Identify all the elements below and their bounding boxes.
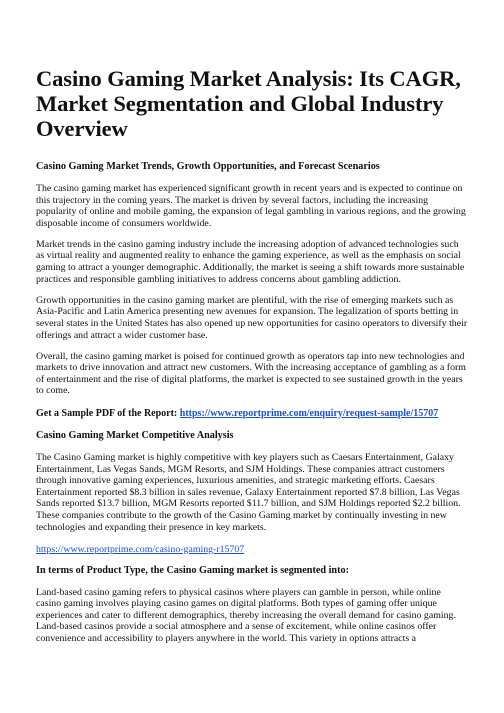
paragraph-growth-overview: The casino gaming market has experienced significant growth in recent years and is expected to continue on this trajectory in the coming years. The market is driven by several factors, including the increasing popularity of online and mobile gaming, the expansion of legal gambling in various regions, and the growing disposable income of consumers worldwide. (36, 183, 466, 229)
paragraph-overall-outlook: Overall, the casino gaming market is poised for continued growth as operators tap into new technologies and markets to drive innovation and attract new customers. With the increasing acceptance of gambling as a form of entertainment and the rise of digital platforms, the market is expected to see sustained growth in the years to come. (36, 350, 466, 397)
paragraph-market-trends: Market trends in the casino gaming industry include the increasing adoption of advanced technologies such as virtual reality and augmented reality to enhance the gaming experience, as well as the emphasis on social gaming to attract a younger demographic. Additionally, the market is seeing a shift towards more sustainable practices and responsible gambling initiatives to address concerns about gambling addiction. (36, 238, 465, 285)
report-link-line (36, 543, 468, 556)
section-heading-product-type: In terms of Product Type, the Casino Gaming market is segmented into: (36, 564, 349, 576)
document-title: Casino Gaming Market Analysis: Its CAGR, Market Segmentation and Global Industry Overview (36, 66, 461, 141)
paragraph-growth-opportunities: Growth opportunities in the casino gaming market are plentiful, with the rise of emerging markets such as Asia-Pacific and Latin America presenting new avenues for expansion. The legalization of sports betting in several states in the United States has also opened up new opportunities for casino operators to diversify their offerings and attract a wider customer base. (36, 294, 468, 341)
report-link[interactable]: https://www.reportprime.com/casino-gaming-r15707 (36, 543, 245, 555)
section-heading-competitive: Casino Gaming Market Competitive Analysis (36, 430, 234, 441)
sample-pdf-link[interactable]: https://www.reportprime.com/enquiry/request-sample/15707 (179, 407, 439, 419)
section-heading-trends: Casino Gaming Market Trends, Growth Opportunities, and Forecast Scenarios (36, 161, 380, 172)
paragraph-competitive-analysis: The Casino Gaming market is highly competitive with key players such as Caesars Entertainment, Galaxy Entertainment, Las Vegas Sands, MGM Resorts, and SJM Holdings. These companies attract customers through innovative gaming experiences, luxurious amenities, and strategic marketing efforts. Caesars Entertainment reported $8.3 billion in sales revenue, Galaxy Entertainment reported $7.8 billion, Las Vegas Sands reported $13.7 billion, MGM Resorts reported $11.7 billion, and SJM Holdings reported $2.2 billion. These companies contribute to the growth of the Casino Gaming market by continually investing in new technologies and expanding their presence in key markets. (36, 452, 461, 533)
sample-pdf-label: Get a Sample PDF of the Report: (36, 407, 180, 419)
sample-pdf-line (36, 407, 468, 420)
paragraph-product-type: Land-based casino gaming refers to physical casinos where players can gamble in person, while online casino gaming involves playing casino games on digital platforms. Both types of gaming offer unique experiences and cater to different demographics, thereby increasing the overall demand for casino gaming. Land-based casinos provide a social atmosphere and a sense of excitement, while online casinos offer convenience and accessibility to players anywhere in the world. This variety in options attracts a (36, 586, 456, 645)
